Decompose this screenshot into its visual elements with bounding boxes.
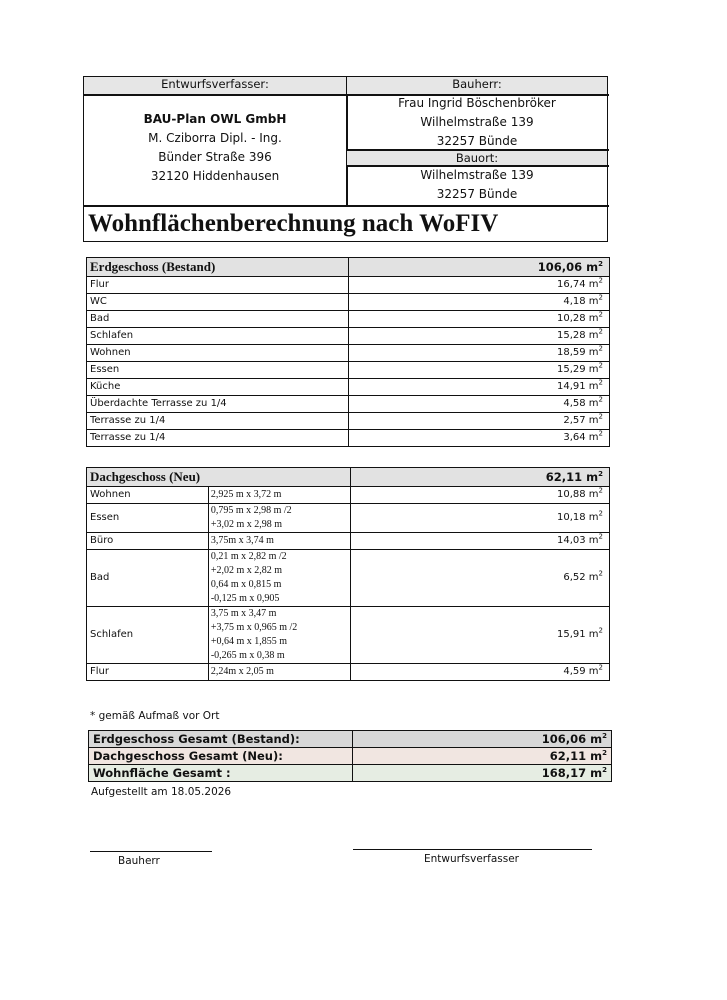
summary-table bbox=[88, 730, 612, 782]
owner-city: 32257 Bünde bbox=[436, 134, 518, 148]
ground-floor-room-row bbox=[87, 328, 610, 345]
room-name: Überdachte Terrasse zu 1/4 bbox=[87, 396, 349, 413]
summary-value: 168,17 $m^2$ bbox=[352, 765, 611, 782]
ground-floor-room-row bbox=[87, 430, 610, 447]
upper-floor-room-row bbox=[87, 504, 610, 533]
calculation-line: -0,125 m x 0,905 bbox=[210, 593, 280, 604]
upper-floor-room-row bbox=[87, 533, 610, 550]
room-area: 2,57 $m^2$ bbox=[348, 413, 609, 430]
room-calculation bbox=[208, 487, 350, 504]
summary-label: Erdgeschoss Gesamt (Bestand): bbox=[89, 731, 353, 748]
room-area: 15,91 $m^2$ bbox=[350, 607, 609, 664]
upper-floor-room-row bbox=[87, 607, 610, 664]
ground-floor-header-row bbox=[87, 258, 610, 277]
room-area: 10,28 $m^2$ bbox=[348, 311, 609, 328]
site-address bbox=[347, 166, 607, 204]
upper-floor-table bbox=[86, 467, 610, 681]
upper-floor-total: 62,11 $m^2$ bbox=[350, 468, 609, 487]
room-calculation bbox=[208, 504, 350, 533]
room-name: Essen bbox=[87, 362, 349, 379]
ground-floor-room-row bbox=[87, 277, 610, 294]
owner-name: Frau Ingrid Böschenbröker bbox=[398, 96, 556, 110]
designer-company: BAU-Plan OWL GmbH bbox=[143, 112, 287, 126]
summary-value: 62,11 $m^2$ bbox=[352, 748, 611, 765]
room-area: 10,18 $m^2$ bbox=[350, 504, 609, 533]
calculation-line: 0,21 m x 2,82 m /2 bbox=[210, 551, 287, 562]
ground-floor-room-row bbox=[87, 396, 610, 413]
upper-floor-room-row bbox=[87, 664, 610, 681]
room-name: Büro bbox=[87, 533, 209, 550]
upper-floor-room-row bbox=[87, 550, 610, 607]
room-name: Bad bbox=[87, 311, 349, 328]
owner-address bbox=[347, 94, 607, 151]
designer-signature-label: Entwurfsverfasser bbox=[424, 853, 519, 865]
designer-address bbox=[84, 110, 346, 186]
summary-row-ground bbox=[89, 731, 612, 748]
page-title: Wohnflächenberechnung nach WoFIV bbox=[88, 210, 499, 237]
room-name: Bad bbox=[87, 550, 209, 607]
designer-street: Bünder Straße 396 bbox=[158, 150, 272, 164]
room-area: 3,64 $m^2$ bbox=[348, 430, 609, 447]
room-area: 14,91 $m^2$ bbox=[348, 379, 609, 396]
summary-row-upper bbox=[89, 748, 612, 765]
calculation-line: +3,02 m x 2,98 m bbox=[210, 519, 283, 530]
calculation-line: 2,24m x 2,05 m bbox=[210, 666, 274, 677]
room-name: Schlafen bbox=[87, 607, 209, 664]
room-name: WC bbox=[87, 294, 349, 311]
room-area: 18,59 $m^2$ bbox=[348, 345, 609, 362]
room-area: 16,74 $m^2$ bbox=[348, 277, 609, 294]
calculation-line: 0,795 m x 2,98 m /2 bbox=[210, 505, 292, 516]
room-area: 4,18 $m^2$ bbox=[348, 294, 609, 311]
created-date: Aufgestellt am 18.05.2026 bbox=[91, 786, 232, 798]
room-name: Wohnen bbox=[87, 345, 349, 362]
room-calculation bbox=[208, 607, 350, 664]
owner-signature-label: Bauherr bbox=[118, 855, 160, 867]
ground-floor-table bbox=[86, 257, 610, 447]
room-area: 4,59 $m^2$ bbox=[350, 664, 609, 681]
room-name: Schlafen bbox=[87, 328, 349, 345]
header-block bbox=[83, 76, 608, 242]
room-name: Essen bbox=[87, 504, 209, 533]
room-area: 4,58 $m^2$ bbox=[348, 396, 609, 413]
ground-floor-room-row bbox=[87, 345, 610, 362]
ground-floor-title: Erdgeschoss (Bestand) bbox=[87, 258, 349, 277]
calculation-line: 2,925 m x 3,72 m bbox=[210, 489, 282, 500]
room-area: 10,88 $m^2$ bbox=[350, 487, 609, 504]
summary-row-total bbox=[89, 765, 612, 782]
measurement-note: * gemäß Aufmaß vor Ort bbox=[90, 710, 220, 722]
room-calculation bbox=[208, 550, 350, 607]
room-area: 15,28 $m^2$ bbox=[348, 328, 609, 345]
upper-floor-header-row bbox=[87, 468, 610, 487]
room-name: Wohnen bbox=[87, 487, 209, 504]
ground-floor-room-row bbox=[87, 379, 610, 396]
calculation-line: +2,02 m x 2,82 m bbox=[210, 565, 283, 576]
ground-floor-room-row bbox=[87, 311, 610, 328]
room-name: Terrasse zu 1/4 bbox=[87, 413, 349, 430]
room-name: Flur bbox=[87, 277, 349, 294]
calculation-line: -0,265 m x 0,38 m bbox=[210, 650, 285, 661]
room-calculation bbox=[208, 664, 350, 681]
room-area: 6,52 $m^2$ bbox=[350, 550, 609, 607]
site-street: Wilhelmstraße 139 bbox=[420, 168, 534, 182]
room-name: Küche bbox=[87, 379, 349, 396]
summary-value: 106,06 $m^2$ bbox=[352, 731, 611, 748]
room-calculation bbox=[208, 533, 350, 550]
owner-label: Bauherr: bbox=[347, 77, 607, 94]
upper-floor-title: Dachgeschoss (Neu) bbox=[87, 468, 351, 487]
site-city: 32257 Bünde bbox=[436, 187, 518, 201]
ground-floor-room-row bbox=[87, 413, 610, 430]
calculation-line: +3,75 m x 0,965 m /2 bbox=[210, 622, 298, 633]
owner-signature-line bbox=[90, 851, 212, 852]
room-area: 15,29 $m^2$ bbox=[348, 362, 609, 379]
summary-label: Wohnfläche Gesamt : bbox=[89, 765, 353, 782]
summary-label: Dachgeschoss Gesamt (Neu): bbox=[89, 748, 353, 765]
designer-city: 32120 Hiddenhausen bbox=[150, 169, 280, 183]
owner-street: Wilhelmstraße 139 bbox=[420, 115, 534, 129]
ground-floor-total: 106,06 $m^2$ bbox=[348, 258, 609, 277]
designer-label: Entwurfsverfasser: bbox=[84, 77, 346, 94]
calculation-line: 0,64 m x 0,815 m bbox=[210, 579, 282, 590]
calculation-line: +0,64 m x 1,855 m bbox=[210, 636, 288, 647]
upper-floor-room-row bbox=[87, 487, 610, 504]
site-label: Bauort: bbox=[347, 151, 607, 166]
designer-signature-line bbox=[353, 849, 592, 850]
room-name: Flur bbox=[87, 664, 209, 681]
room-area: 14,03 $m^2$ bbox=[350, 533, 609, 550]
calculation-line: 3,75 m x 3,47 m bbox=[210, 608, 277, 619]
ground-floor-room-row bbox=[87, 362, 610, 379]
ground-floor-room-row bbox=[87, 294, 610, 311]
room-name: Terrasse zu 1/4 bbox=[87, 430, 349, 447]
designer-name: M. Cziborra Dipl. - Ing. bbox=[148, 131, 282, 145]
calculation-line: 3,75m x 3,74 m bbox=[210, 535, 274, 546]
